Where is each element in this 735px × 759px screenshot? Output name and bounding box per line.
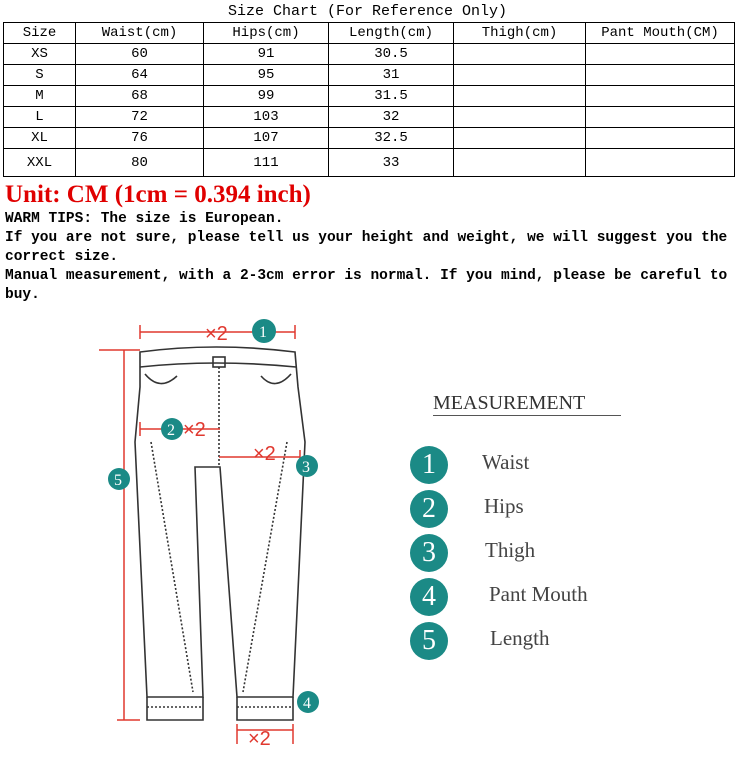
waist-number: 1 — [259, 324, 267, 341]
legend-label: Length — [490, 626, 550, 650]
cell-hips: 103 — [204, 107, 329, 128]
cell-waist: 76 — [76, 128, 204, 149]
cell-pant-mouth — [586, 65, 735, 86]
cell-size: XS — [4, 44, 76, 65]
cell-pant-mouth — [586, 44, 735, 65]
cell-pant-mouth — [586, 149, 735, 177]
cell-size: M — [4, 86, 76, 107]
cell-length: 33 — [329, 149, 454, 177]
legend-number-badge: 3 — [410, 534, 448, 572]
cell-waist: 80 — [76, 149, 204, 177]
unit-note: Unit: CM (1cm = 0.394 inch) — [5, 181, 311, 208]
legend-item — [410, 534, 670, 574]
pants-diagram — [95, 312, 325, 752]
legend-item — [410, 490, 670, 530]
cell-pant-mouth — [586, 128, 735, 149]
thigh-dimension — [219, 443, 318, 477]
size-chart-table — [3, 22, 735, 177]
size-suggestion-tip: If you are not sure, please tell us your height and weight, we will suggest you the correct size. — [5, 230, 728, 265]
legend-item — [410, 578, 670, 618]
pant-mouth-times-two: ×2 — [248, 728, 271, 750]
legend-label: Pant Mouth — [489, 582, 588, 606]
thigh-number: 3 — [302, 459, 310, 476]
cell-waist: 64 — [76, 65, 204, 86]
cell-thigh — [454, 107, 586, 128]
pants-outline-icon — [135, 347, 305, 720]
legend-number-badge: 5 — [410, 622, 448, 660]
header-waist: Waist(cm) — [76, 23, 204, 44]
header-pant-mouth: Pant Mouth(CM) — [586, 23, 735, 44]
cell-hips: 99 — [204, 86, 329, 107]
cell-size: L — [4, 107, 76, 128]
legend-label: Waist — [482, 450, 530, 474]
length-number: 5 — [114, 472, 122, 489]
cell-hips: 91 — [204, 44, 329, 65]
cell-length: 32.5 — [329, 128, 454, 149]
cell-length: 32 — [329, 107, 454, 128]
table-row — [4, 149, 735, 177]
cell-thigh — [454, 44, 586, 65]
header-length: Length(cm) — [329, 23, 454, 44]
table-header-row — [4, 23, 735, 44]
cell-length: 31.5 — [329, 86, 454, 107]
legend-item — [410, 446, 670, 486]
cell-thigh — [454, 86, 586, 107]
hips-dimension — [140, 418, 220, 441]
cell-length: 30.5 — [329, 44, 454, 65]
thigh-times-two: ×2 — [253, 443, 276, 465]
legend-item — [410, 622, 670, 662]
legend-number-badge: 2 — [410, 490, 448, 528]
measurement-underline — [433, 415, 621, 416]
table-row — [4, 44, 735, 65]
cell-waist: 60 — [76, 44, 204, 65]
legend-label: Hips — [484, 494, 524, 518]
header-thigh: Thigh(cm) — [454, 23, 586, 44]
legend-label: Thigh — [485, 538, 536, 562]
cell-length: 31 — [329, 65, 454, 86]
waist-times-two: ×2 — [205, 323, 228, 345]
cell-waist: 68 — [76, 86, 204, 107]
table-row — [4, 86, 735, 107]
cell-pant-mouth — [586, 107, 735, 128]
cell-size: XXL — [4, 149, 76, 177]
cell-thigh — [454, 128, 586, 149]
header-hips: Hips(cm) — [204, 23, 329, 44]
cell-size: XL — [4, 128, 76, 149]
cell-size: S — [4, 65, 76, 86]
legend-number-badge: 1 — [410, 446, 448, 484]
size-chart-title: Size Chart (For Reference Only) — [227, 3, 508, 20]
cell-pant-mouth — [586, 86, 735, 107]
cell-hips: 111 — [204, 149, 329, 177]
warm-tips: WARM TIPS: The size is European. — [5, 211, 284, 227]
measurement-error-tip: Manual measurement, with a 2-3cm error is normal. If you mind, please be careful to buy. — [5, 268, 728, 303]
hips-times-two: ×2 — [183, 419, 206, 441]
legend-number-badge: 4 — [410, 578, 448, 616]
length-dimension — [99, 350, 140, 720]
cell-hips: 107 — [204, 128, 329, 149]
table-row — [4, 65, 735, 86]
measurement-title: MEASUREMENT — [433, 392, 586, 414]
header-size: Size — [4, 23, 76, 44]
cell-waist: 72 — [76, 107, 204, 128]
hips-number: 2 — [167, 422, 175, 439]
cell-thigh — [454, 149, 586, 177]
cell-thigh — [454, 65, 586, 86]
table-row — [4, 128, 735, 149]
waist-dimension — [140, 319, 295, 345]
cell-hips: 95 — [204, 65, 329, 86]
table-row — [4, 107, 735, 128]
pant-mouth-number: 4 — [303, 695, 311, 712]
